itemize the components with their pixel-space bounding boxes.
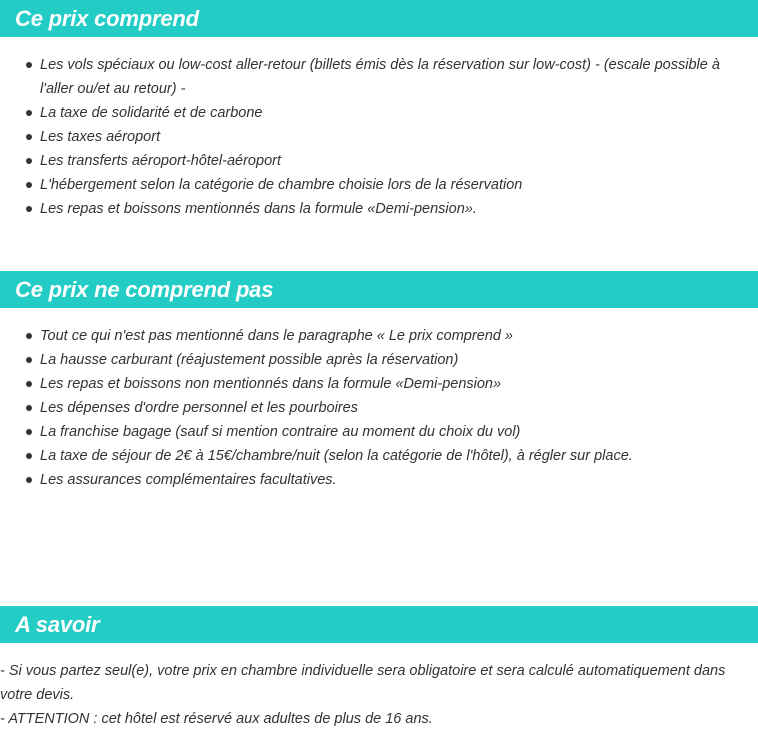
excluded-item: Les dépenses d'ordre personnel et les pourboires <box>40 396 758 420</box>
excluded-section-header <box>0 271 758 308</box>
excluded-item: La taxe de séjour de 2€ à 15€/chambre/nuit (selon la catégorie de l'hôtel), à régler sur place. <box>40 444 758 468</box>
included-section-title: Ce prix comprend <box>15 5 199 31</box>
info-section-title: A savoir <box>15 611 100 637</box>
included-list <box>0 53 758 221</box>
excluded-item: Tout ce qui n'est pas mentionné dans le paragraphe « Le prix comprend » <box>40 324 758 348</box>
included-item: Les vols spéciaux ou low-cost aller-retour (billets émis dès la réservation sur low-cost) - (escale possible à l'aller ou/et au retour) - <box>40 53 758 101</box>
included-item: Les repas et boissons mentionnés dans la formule «Demi-pension». <box>40 197 758 221</box>
info-line: - ATTENTION : cet hôtel est réservé aux adultes de plus de 16 ans. <box>0 711 433 727</box>
excluded-item: La franchise bagage (sauf si mention contraire au moment du choix du vol) <box>40 420 758 444</box>
included-item: L'hébergement selon la catégorie de chambre choisie lors de la réservation <box>40 173 758 197</box>
included-item: La taxe de solidarité et de carbone <box>40 101 758 125</box>
excluded-item: Les assurances complémentaires facultatives. <box>40 468 758 492</box>
info-section-header <box>0 606 758 643</box>
included-item: Les taxes aéroport <box>40 125 758 149</box>
info-line: - Si vous partez seul(e), votre prix en chambre individuelle sera obligatoire et sera calculé automatiquement dans votre devis. <box>0 663 726 703</box>
included-item: Les transferts aéroport-hôtel-aéroport <box>40 149 758 173</box>
excluded-item: Les repas et boissons non mentionnés dans la formule «Demi-pension» <box>40 372 758 396</box>
excluded-section-title: Ce prix ne comprend pas <box>15 276 274 302</box>
included-section-header <box>0 0 758 37</box>
excluded-list <box>0 324 758 492</box>
excluded-item: La hausse carburant (réajustement possible après la réservation) <box>40 348 758 372</box>
info-text <box>0 659 758 731</box>
